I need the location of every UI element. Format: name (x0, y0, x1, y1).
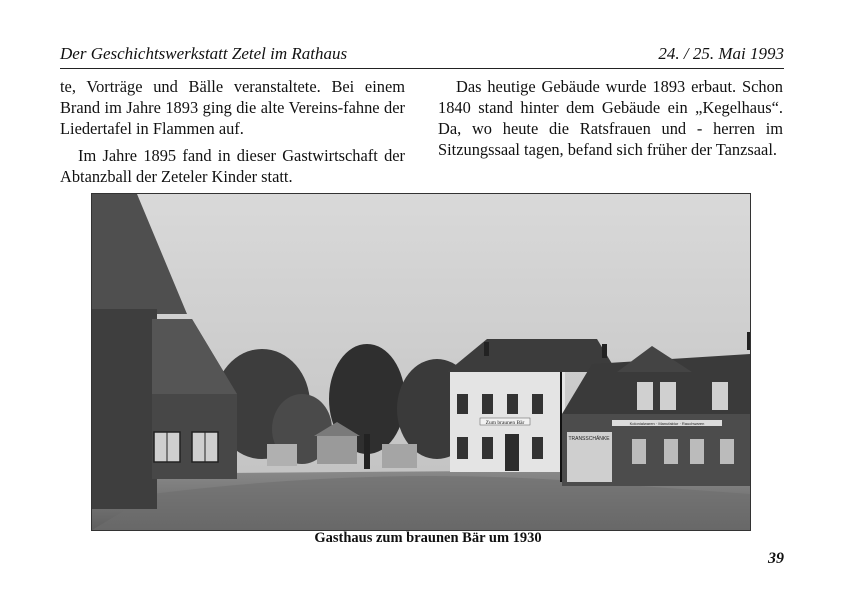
page-number: 39 (768, 550, 784, 567)
header-title: Der Geschichtswerkstatt Zetel im Rathaus (60, 44, 348, 63)
facade-sign: Zum braunen Bär (485, 420, 525, 426)
historic-photo-gasthaus (91, 193, 751, 531)
text-column-left (60, 76, 405, 193)
text-column-right (438, 76, 783, 166)
header-date: 24. / 25. Mai 1993 (658, 44, 784, 63)
paragraph: Das heutige Gebäude wurde 1893 erbaut. Schon 1840 stand hinter dem Gebäude ein „Kegelhaus“. Da, wo heute die Ratsfrauen und - herren im Sitzungssaal tagen, befand sich früher der Tanzsaal. (438, 77, 783, 159)
paragraph: te, Vorträge und Bälle veranstaltete. Bei einem Brand im Jahre 1893 ging die alte Vereins-fahne der Liedertafel in Flammen auf. (60, 77, 405, 138)
shop-sign: TRANSSCHÄNKE (568, 436, 610, 442)
paragraph: Im Jahre 1895 fand in dieser Gastwirtschaft der Abtanzball der Zeteler Kinder statt. (60, 146, 405, 186)
shop-banner: Kolonialwaren · Manufaktur · Rauchwaren (629, 421, 705, 426)
photo-caption: Gasthaus zum braunen Bär um 1930 (314, 530, 542, 546)
running-header (60, 42, 784, 69)
